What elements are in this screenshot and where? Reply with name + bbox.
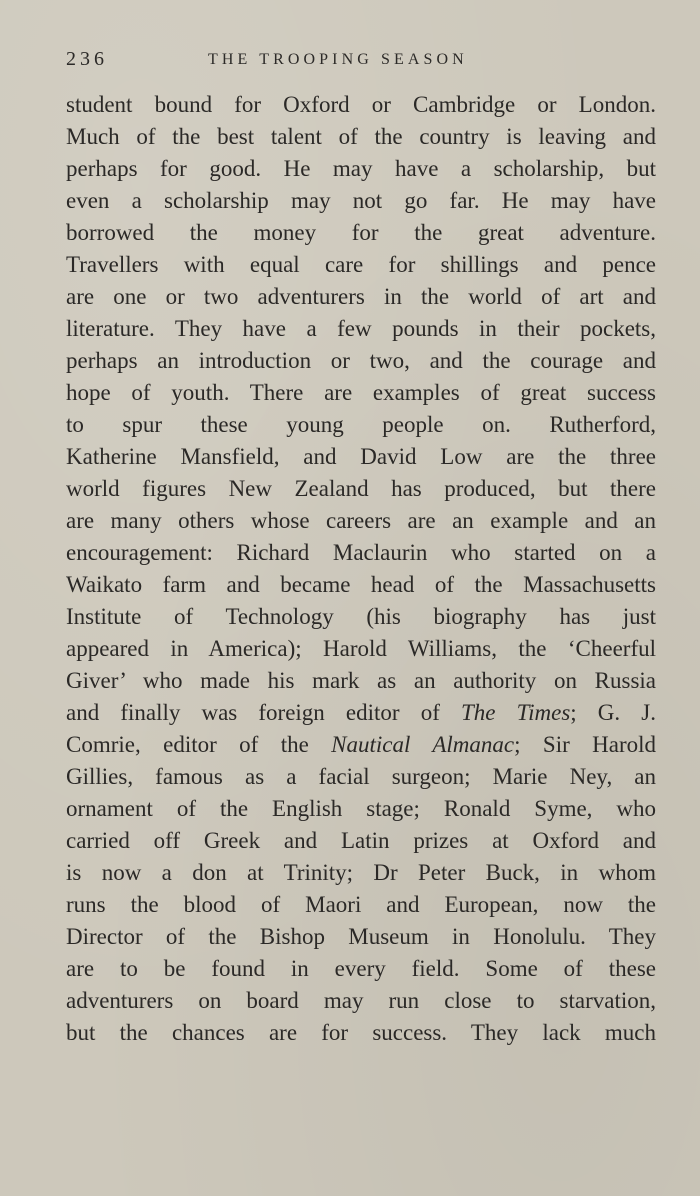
text-line: encouragement: Richard Maclaurin who started on a — [66, 540, 656, 565]
text-line: perhaps an introduction or two, and the courage and — [66, 348, 656, 373]
text-segment: ; Sir Harold — [514, 732, 656, 757]
text-line: Giver’ who made his mark as an authority on Russia — [66, 668, 656, 693]
text-line-with-italic — [66, 697, 656, 729]
text-line: borrowed the money for the great adventure. — [66, 220, 656, 245]
text-line-with-italic — [66, 729, 656, 761]
text-line: are many others whose careers are an example and an — [66, 508, 656, 533]
text-line: appeared in America); Harold Williams, the ‘Cheerful — [66, 636, 656, 661]
text-line: runs the blood of Maori and European, now the — [66, 892, 656, 917]
text-line: are one or two adventurers in the world of art and — [66, 284, 656, 309]
text-line: Director of the Bishop Museum in Honolulu. They — [66, 924, 656, 949]
text-line: Travellers with equal care for shillings and pence — [66, 252, 656, 277]
text-line: even a scholarship may not go far. He may have — [66, 188, 656, 213]
italic-title-nautical-almanac: Nautical Almanac — [331, 732, 515, 757]
text-line: Waikato farm and became head of the Massachusetts — [66, 572, 656, 597]
italic-title-the-times: The Times — [460, 700, 571, 725]
text-line: student bound for Oxford or Cambridge or London. — [66, 92, 656, 117]
text-segment: and finally was foreign editor of — [66, 700, 461, 725]
text-line: ornament of the English stage; Ronald Syme, who — [66, 796, 656, 821]
running-head — [66, 48, 656, 74]
text-line: to spur these young people on. Rutherford, — [66, 412, 656, 437]
text-line: are to be found in every field. Some of these — [66, 956, 656, 981]
text-line: Institute of Technology (his biography has just — [66, 604, 656, 629]
text-line: literature. They have a few pounds in their pockets, — [66, 316, 656, 341]
text-line: but the chances are for success. They lack much — [66, 1020, 656, 1045]
body-text — [66, 89, 656, 1049]
running-title: THE TROOPING SEASON — [208, 51, 468, 68]
text-segment: ; G. J. — [570, 700, 656, 725]
text-line: adventurers on board may run close to starvation, — [66, 988, 656, 1013]
text-line: perhaps for good. He may have a scholarship, but — [66, 156, 656, 181]
text-line: carried off Greek and Latin prizes at Oxford and — [66, 828, 656, 853]
text-line: Katherine Mansfield, and David Low are the three — [66, 444, 656, 469]
text-line: Gillies, famous as a facial surgeon; Marie Ney, an — [66, 764, 656, 789]
page-number: 236 — [66, 48, 108, 70]
text-line: Much of the best talent of the country is leaving and — [66, 124, 656, 149]
text-line: hope of youth. There are examples of great success — [66, 380, 656, 405]
text-segment: Comrie, editor of the — [66, 732, 332, 757]
text-line: is now a don at Trinity; Dr Peter Buck, in whom — [66, 860, 656, 885]
text-line: world figures New Zealand has produced, but there — [66, 476, 656, 501]
